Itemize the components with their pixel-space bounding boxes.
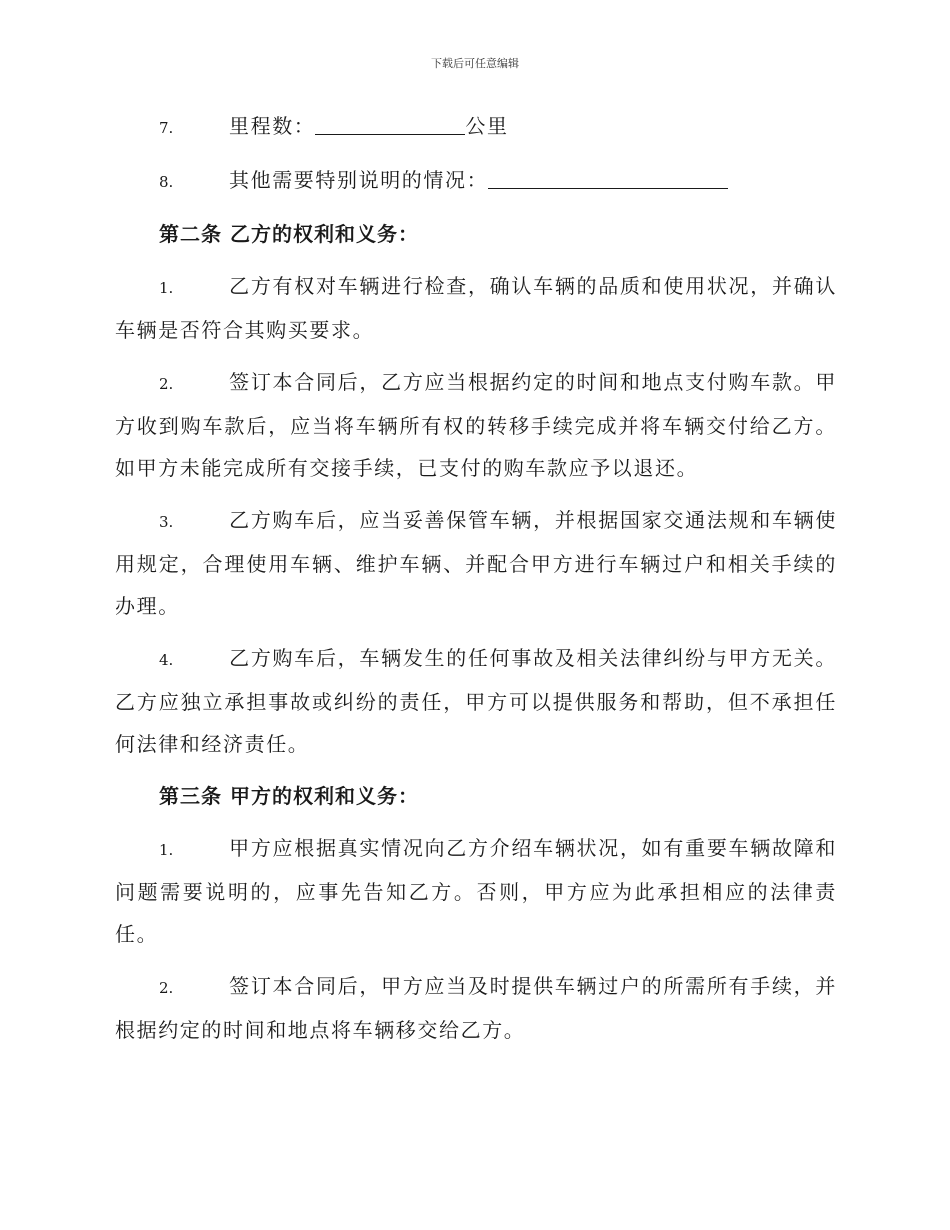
item-number: 1.: [159, 841, 174, 859]
section2-item: [115, 499, 837, 627]
section2-item: [115, 265, 837, 351]
item-number: 4.: [159, 651, 174, 669]
item-number: 8.: [159, 173, 174, 191]
item-text: 乙方购车后，应当妥善保管车辆，并根据国家交通法规和车辆使用规定，合理使用车辆、维护车辆、并配合甲方进行车辆过户和相关手续的办理。: [115, 508, 837, 618]
section3-item: [115, 965, 837, 1051]
item-text: 签订本合同后，乙方应当根据约定的时间和地点支付购车款。甲方收到购车款后，应当将车辆所有权的转移手续完成并将车辆交付给乙方。如甲方未能完成所有交接手续，已支付的购车款应予以退还。: [115, 370, 837, 480]
item-mileage: [115, 105, 837, 149]
document-body: [115, 105, 837, 1061]
section2-item: [115, 637, 837, 765]
header-note: 下载后可任意编辑: [431, 57, 519, 70]
section3-item: [115, 827, 837, 955]
section2-item: [115, 361, 837, 489]
item-text: 甲方应根据真实情况向乙方介绍车辆状况，如有重要车辆故障和问题需要说明的，应事先告知乙方。否则，甲方应为此承担相应的法律责任。: [115, 836, 837, 946]
section2-title: 第二条 乙方的权利和义务：: [159, 222, 419, 246]
item-text: 乙方购车后，车辆发生的任何事故及相关法律纠纷与甲方无关。乙方应独立承担事故或纠纷的责任，甲方可以提供服务和帮助，但不承担任何法律和经济责任。: [115, 646, 837, 756]
item-number: 1.: [159, 279, 174, 297]
section3-title: 第三条 甲方的权利和义务：: [159, 784, 419, 808]
item-number: 3.: [159, 513, 174, 531]
item-number: 2.: [159, 375, 174, 393]
item-text: 乙方有权对车辆进行检查，确认车辆的品质和使用状况，并确认车辆是否符合其购买要求。: [115, 274, 837, 342]
item-label: 其他需要特别说明的情况：: [229, 168, 489, 192]
item-text: 签订本合同后，甲方应当及时提供车辆过户的所需所有手续，并根据约定的时间和地点将车辆移交给乙方。: [115, 974, 837, 1042]
item-suffix: 公里: [465, 114, 509, 138]
item-other-notes: [115, 159, 837, 203]
blank-field-mileage[interactable]: [315, 112, 465, 135]
blank-field-other-notes[interactable]: [488, 166, 728, 189]
item-label: 里程数：: [229, 114, 316, 138]
item-number: 7.: [159, 119, 174, 137]
item-number: 2.: [159, 979, 174, 997]
